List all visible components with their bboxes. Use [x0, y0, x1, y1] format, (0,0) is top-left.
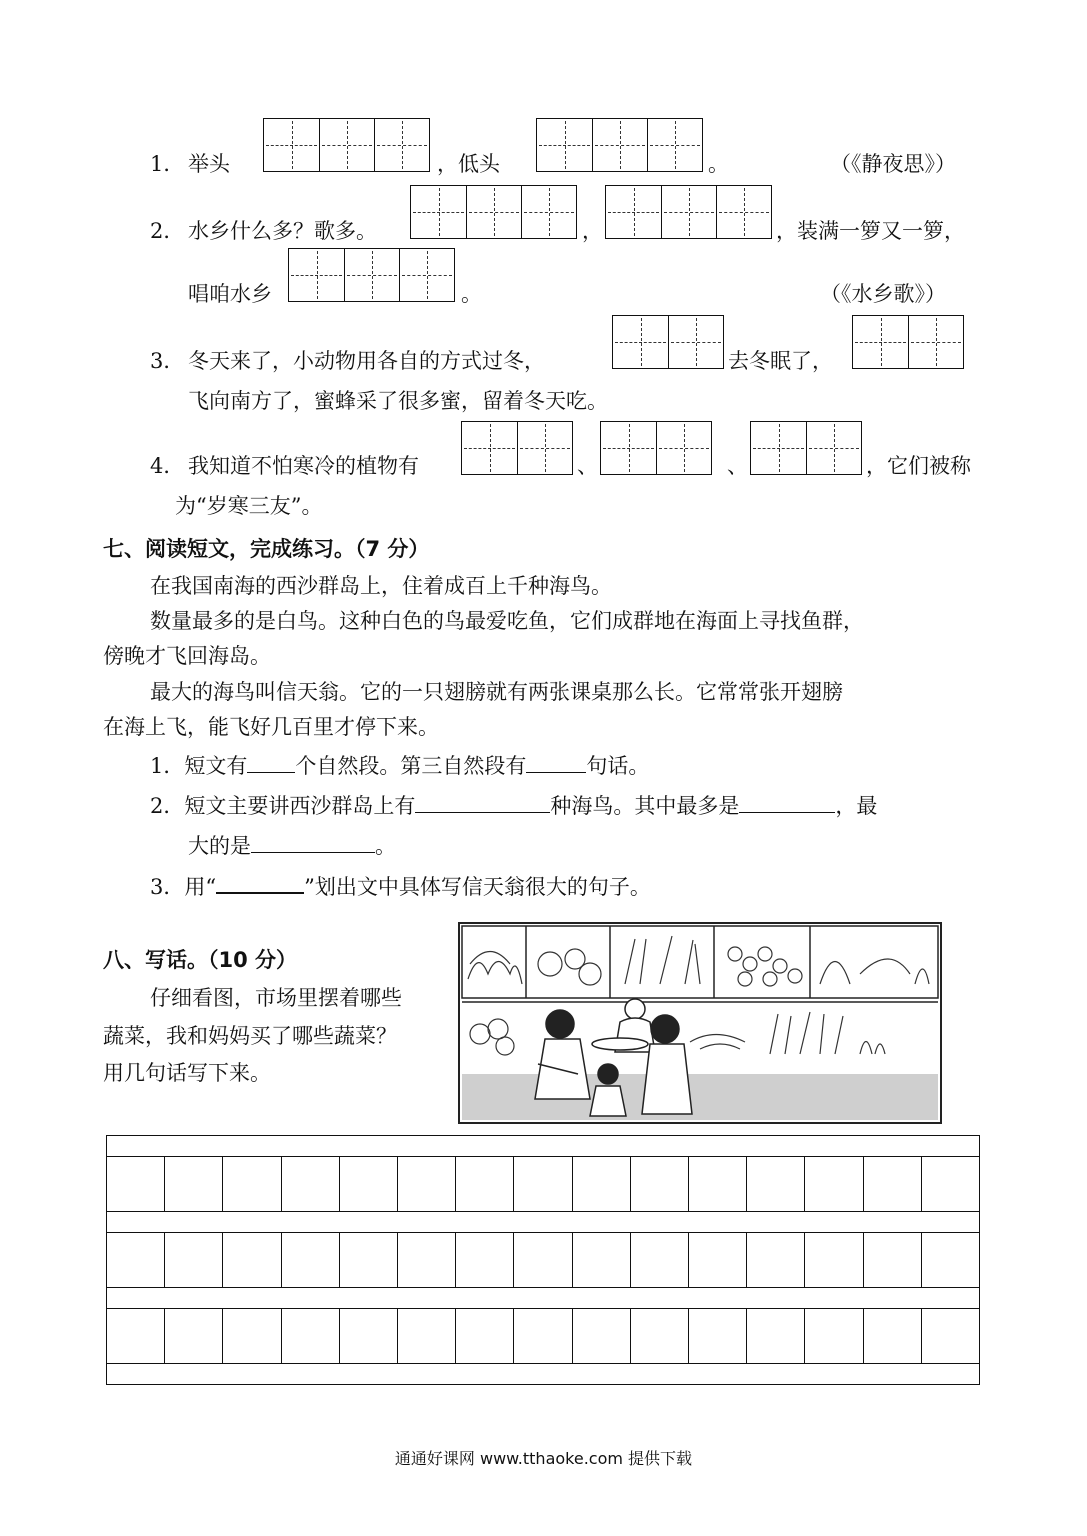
section7-title: 七、阅读短文，完成练习。（7 分） [103, 537, 430, 561]
footer-credit: 通通好课网 www.tthaoke.com 提供下载 [394, 1449, 693, 1468]
q4-line1-end: ，它们被称 [866, 454, 971, 478]
writing-grid-row-1[interactable] [106, 1157, 980, 1211]
q2-answer-grid-2[interactable] [605, 185, 772, 239]
q1-answer-grid-1[interactable] [263, 118, 430, 172]
q2-source: （《水乡歌》） [820, 282, 946, 306]
market-illustration-svg [460, 924, 940, 1122]
reading-q2-blank-1[interactable] [415, 790, 550, 813]
q3-line2: 飞向南方了，蜜蜂采了很多蜜，留着冬天吃。 [188, 389, 608, 413]
writing-prompt-line3: 用几句话写下来。 [103, 1061, 271, 1085]
q2-line2-prefix: 唱咱水乡 [188, 282, 272, 306]
reading-q2-number: 2． [150, 794, 185, 818]
passage-p2a: 数量最多的是白鸟。这种白色的鸟最爱吃鱼，它们成群地在海面上寻找鱼群， [150, 609, 864, 633]
q1-mid: ，低头 [437, 152, 500, 176]
passage-p3a: 最大的海鸟叫信天翁。它的一只翅膀就有两张课桌那么长。它常常张开翅膀 [150, 680, 843, 704]
q2-line1-end: ，装满一箩又一箩， [776, 219, 965, 243]
reading-q1-number: 1． [150, 754, 185, 778]
market-illustration [458, 922, 942, 1124]
q1-end: 。 [708, 152, 729, 176]
reading-q2-text-a: 短文主要讲西沙群岛上有 [184, 794, 416, 818]
reading-q3-text-a: 用“ [184, 875, 217, 899]
writing-grid-row-2[interactable] [106, 1233, 980, 1287]
reading-q1-blank-1[interactable] [247, 750, 295, 773]
writing-grid[interactable] [106, 1135, 980, 1385]
q3-mid: 去冬眠了， [728, 349, 833, 373]
writing-grid-gap [106, 1287, 980, 1309]
q1-number: 1． [150, 152, 185, 176]
reading-q1-text-b: 个自然段。第三自然段有 [295, 754, 527, 778]
q4-sep1: 、 [577, 454, 598, 478]
q2-prefix: 水乡什么多？歌多。 [188, 219, 377, 243]
passage-p2b: 傍晚才飞回海岛。 [103, 644, 271, 668]
q4-answer-grid-2[interactable] [600, 421, 712, 475]
writing-grid-gap [106, 1363, 980, 1385]
q4-line2: 为“岁寒三友”。 [175, 494, 323, 518]
passage-p1: 在我国南海的西沙群岛上，住着成百上千种海鸟。 [150, 574, 612, 598]
q2-answer-grid-1[interactable] [410, 185, 577, 239]
reading-q2-text-b: 种海鸟。其中最多是 [550, 794, 740, 818]
q3-line1-prefix: 冬天来了，小动物用各自的方式过冬， [188, 349, 545, 373]
reading-q2 [150, 790, 877, 820]
q4-line1-prefix: 我知道不怕寒冷的植物有 [188, 454, 419, 478]
passage-p3b: 在海上飞，能飞好几百里才停下来。 [103, 715, 439, 739]
writing-grid-gap [106, 1135, 980, 1157]
reading-q2-text-e: 。 [375, 834, 396, 858]
q3-number: 3． [150, 349, 185, 373]
reading-q3-text-b: ”划出文中具体写信天翁很大的句子。 [304, 875, 651, 899]
q4-number: 4． [150, 454, 185, 478]
q4-answer-grid-1[interactable] [461, 421, 573, 475]
reading-q1-blank-2[interactable] [526, 750, 586, 773]
reading-q2-text-c: ，最 [835, 794, 878, 818]
q4-answer-grid-3[interactable] [750, 421, 862, 475]
q2-comma: ， [582, 219, 603, 243]
reading-q1-text-a: 短文有 [184, 754, 248, 778]
q1-source: （《静夜思》） [830, 152, 956, 176]
reading-q1-text-c: 句话。 [586, 754, 650, 778]
reading-q2-line2 [188, 830, 396, 860]
reading-q2-blank-3[interactable] [251, 830, 375, 853]
q2-end: 。 [461, 282, 482, 306]
q1-answer-grid-2[interactable] [536, 118, 703, 172]
q1-prefix: 举头 [188, 152, 230, 176]
writing-prompt-line2: 蔬菜，我和妈妈买了哪些蔬菜？ [103, 1024, 397, 1048]
reading-q2-blank-2[interactable] [739, 790, 835, 813]
reading-q1 [150, 750, 649, 780]
reading-q3-underline-sample [216, 870, 304, 894]
q4-sep2: 、 [727, 454, 748, 478]
writing-grid-gap [106, 1211, 980, 1233]
reading-q3-number: 3． [150, 875, 185, 899]
reading-q3 [150, 870, 651, 901]
q3-answer-grid-1[interactable] [612, 315, 724, 369]
section8-title: 八、写话。（10 分） [103, 948, 298, 972]
writing-prompt-line1: 仔细看图，市场里摆着哪些 [150, 986, 402, 1010]
q2-answer-grid-3[interactable] [288, 248, 455, 302]
q2-number: 2． [150, 219, 185, 243]
q3-answer-grid-2[interactable] [852, 315, 964, 369]
reading-q2-text-d: 大的是 [188, 834, 251, 858]
writing-grid-row-3[interactable] [106, 1309, 980, 1363]
